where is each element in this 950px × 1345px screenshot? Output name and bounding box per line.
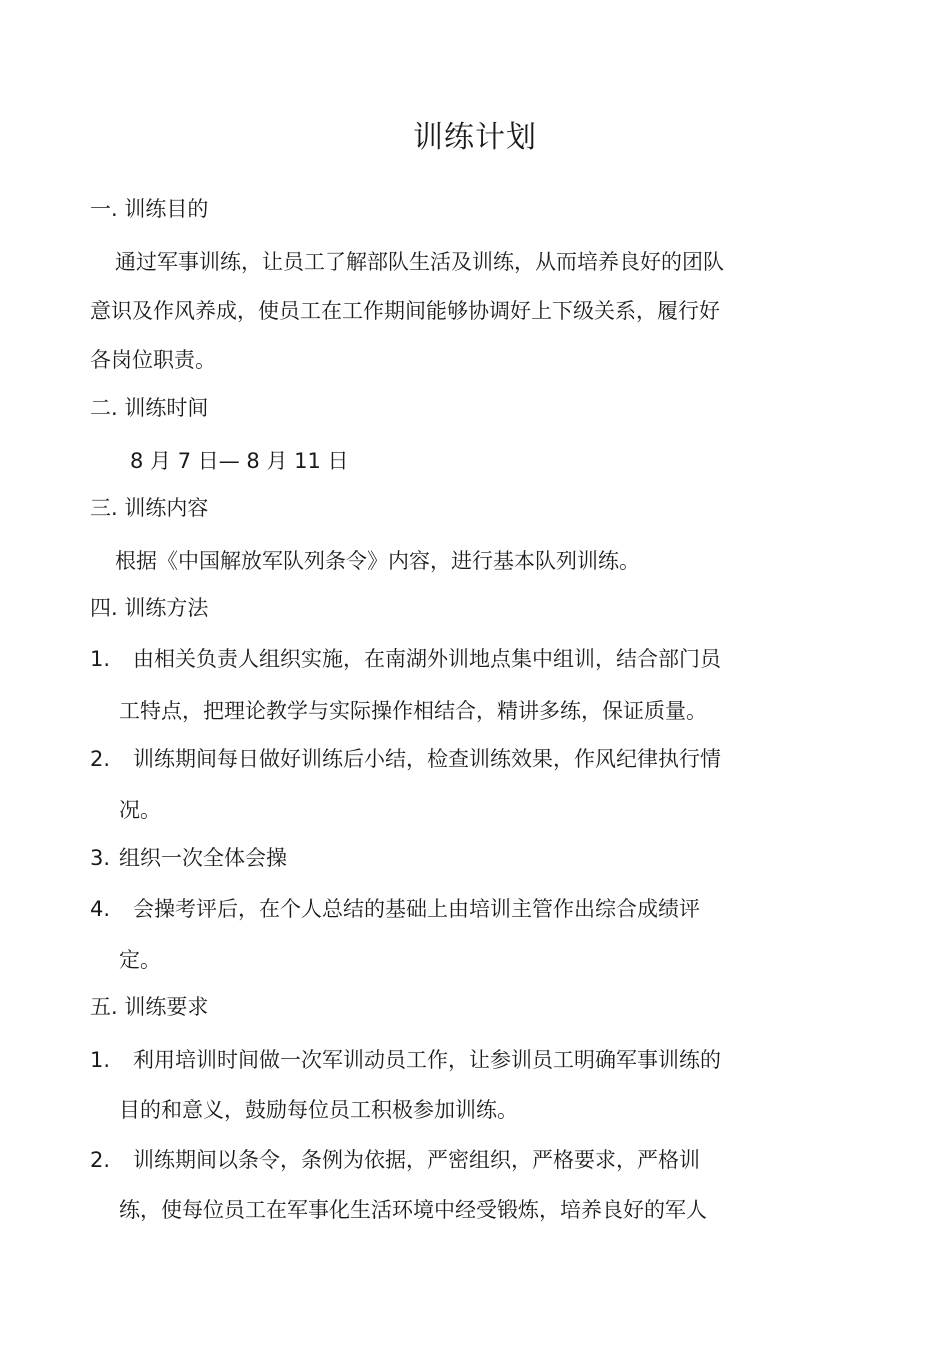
- paragraph-line: 各岗位职责。: [90, 348, 216, 372]
- section-heading-purpose: 一. 训练目的: [90, 197, 209, 221]
- section-heading-method: 四. 训练方法: [90, 596, 209, 620]
- document-title: 训练计划: [413, 120, 537, 155]
- section-heading-time: 二. 训练时间: [90, 396, 209, 420]
- section-heading-requirements: 五. 训练要求: [90, 995, 209, 1019]
- paragraph-line: 根据《中国解放军队列条令》内容，进行基本队列训练。: [115, 549, 640, 573]
- list-item-line: 工特点，把理论教学与实际操作相结合，精讲多练，保证质量。: [119, 699, 707, 723]
- list-item-line: 目的和意义，鼓励每位员工积极参加训练。: [119, 1098, 518, 1122]
- list-item-number: 4.: [90, 897, 111, 921]
- list-item-line: 定。: [119, 948, 161, 972]
- section-heading-content: 三. 训练内容: [90, 496, 209, 520]
- list-item-line: 况。: [119, 798, 161, 822]
- list-item-line: 组织一次全体会操: [119, 846, 287, 870]
- list-item-number: 1.: [90, 647, 111, 671]
- list-item-line: 会操考评后，在个人总结的基础上由培训主管作出综合成绩评: [133, 897, 700, 921]
- list-item-number: 2.: [90, 747, 111, 771]
- list-item-line: 练，使每位员工在军事化生活环境中经受锻炼，培养良好的军人: [119, 1198, 707, 1222]
- list-item-number: 1.: [90, 1048, 111, 1072]
- paragraph-line: 通过军事训练，让员工了解部队生活及训练，从而培养良好的团队: [115, 250, 724, 274]
- list-item-line: 利用培训时间做一次军训动员工作，让参训员工明确军事训练的: [133, 1048, 721, 1072]
- list-item-line: 训练期间每日做好训练后小结，检查训练效果，作风纪律执行情: [133, 747, 721, 771]
- list-item-number: 3.: [90, 846, 111, 870]
- list-item-number: 2.: [90, 1148, 111, 1172]
- paragraph-line: 意识及作风养成，使员工在工作期间能够协调好上下级关系，履行好: [90, 299, 720, 323]
- list-item-line: 训练期间以条令，条例为依据，严密组织，严格要求，严格训: [133, 1148, 700, 1172]
- list-item-line: 由相关负责人组织实施，在南湖外训地点集中组训，结合部门员: [133, 647, 721, 671]
- training-dates: 8 月 7 日— 8 月 11 日: [130, 449, 349, 473]
